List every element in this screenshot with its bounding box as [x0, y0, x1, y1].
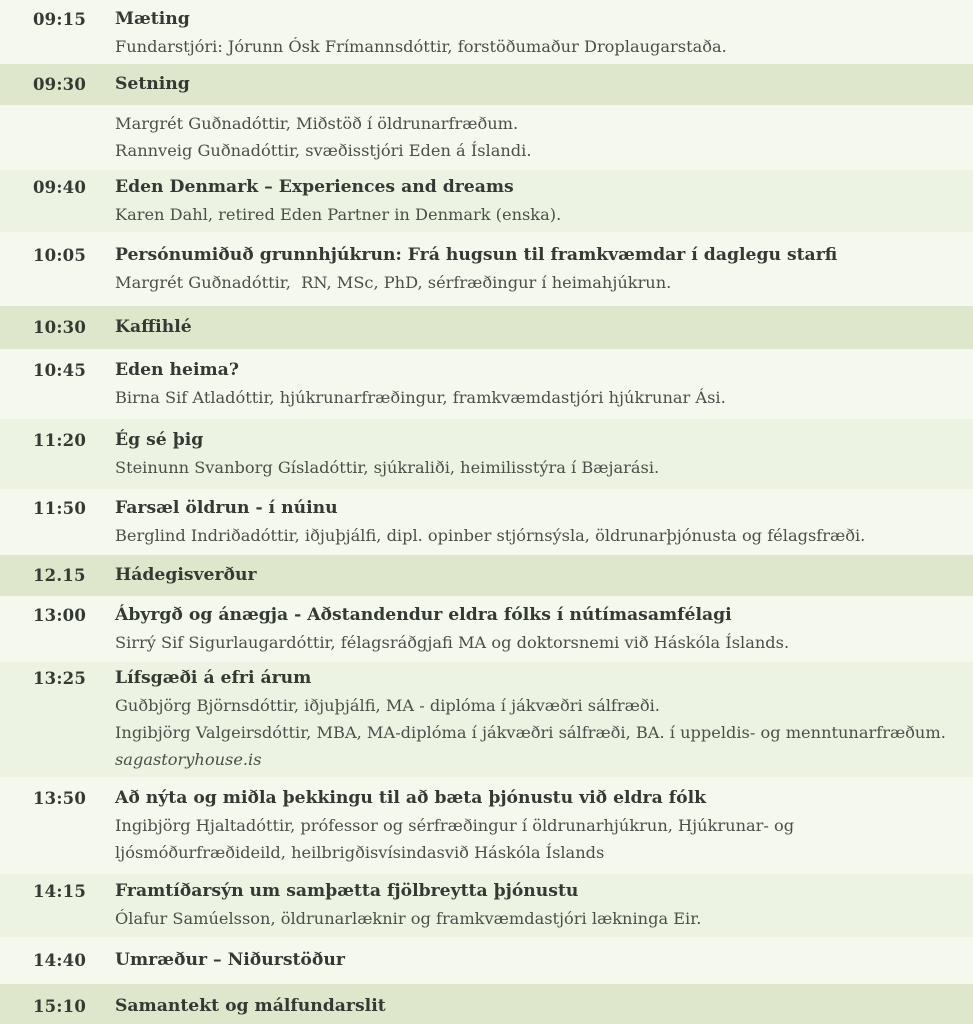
session-title: Framtíðarsýn um samþætta fjölbreytta þjónustu [115, 881, 579, 901]
time-label: 10:45 [33, 361, 87, 380]
session-title: Lífsgæði á efri árum [115, 668, 312, 688]
agenda-row [0, 170, 973, 232]
agenda-row [0, 306, 973, 349]
session-title: Að nýta og miðla þekkingu til að bæta þjónustu við eldra fólk [115, 788, 707, 808]
agenda-row [0, 105, 973, 170]
time-label: 14:40 [33, 951, 87, 970]
agenda-row [0, 419, 973, 489]
session-title: Samantekt og málfundarslit [115, 996, 386, 1016]
session-title: Farsæl öldrun - í núinu [115, 498, 338, 518]
time-label: 11:50 [33, 499, 87, 518]
session-speaker: Rannveig Guðnadóttir, svæðisstjóri Eden á Íslandi. [115, 141, 532, 160]
time-label: 10:30 [33, 318, 87, 337]
agenda-row [0, 489, 973, 555]
session-speaker: Steinunn Svanborg Gísladóttir, sjúkraliði, heimilisstýra í Bæjarási. [115, 458, 660, 477]
time-label: 11:20 [33, 431, 87, 450]
agenda-row [0, 662, 973, 777]
website-text: sagastoryhouse.is [115, 750, 262, 769]
agenda-row [0, 984, 973, 1024]
agenda-row [0, 596, 973, 662]
session-title: Ábyrgð og ánægja - Aðstandendur eldra fólks í nútímasamfélagi [115, 605, 732, 625]
time-label: 12.15 [33, 566, 86, 585]
session-speaker: Ingibjörg Hjaltadóttir, prófessor og sérfræðingur í öldrunarhjúkrun, Hjúkrunar- og [115, 816, 795, 835]
session-speaker: Karen Dahl, retired Eden Partner in Denmark (enska). [115, 205, 562, 224]
session-title: Persónumiðuð grunnhjúkrun: Frá hugsun til framkvæmdar í daglegu starfi [115, 245, 838, 265]
agenda-row [0, 937, 973, 984]
session-speaker: Ólafur Samúelsson, öldrunarlæknir og framkvæmdastjóri lækninga Eir. [115, 909, 702, 928]
session-title: Hádegisverður [115, 565, 257, 585]
agenda-row [0, 0, 973, 64]
agenda-row [0, 232, 973, 306]
time-label: 15:10 [33, 997, 87, 1016]
time-label: 09:15 [33, 10, 87, 29]
session-title: Eden Denmark – Experiences and dreams [115, 177, 514, 197]
session-speaker: Margrét Guðnadóttir, RN, MSc, PhD, sérfræðingur í heimahjúkrun. [115, 273, 672, 292]
session-title: Kaffihlé [115, 317, 192, 337]
agenda-row [0, 349, 973, 419]
session-speaker: Fundarstjóri: Jórunn Ósk Frímannsdóttir, forstöðumaður Droplaugarstaða. [115, 37, 727, 56]
agenda-row [0, 64, 973, 105]
session-title: Setning [115, 74, 190, 94]
session-speaker: Birna Sif Atladóttir, hjúkrunarfræðingur, framkvæmdastjóri hjúkrunar Ási. [115, 388, 726, 407]
session-speaker: Margrét Guðnadóttir, Miðstöð í öldrunarfræðum. [115, 114, 519, 133]
agenda-row [0, 777, 973, 874]
session-speaker: Guðbjörg Björnsdóttir, iðjuþjálfi, MA - diplóma í jákvæðri sálfræði. [115, 696, 660, 715]
session-speaker: Ingibjörg Valgeirsdóttir, MBA, MA-diplóma í jákvæðri sálfræði, BA. í uppeldis- og menntunarfræðum. [115, 723, 946, 742]
session-speaker: Berglind Indriðadóttir, iðjuþjálfi, dipl. opinber stjórnsýsla, öldrunarþjónusta og félagsfræði. [115, 526, 866, 545]
time-label: 09:30 [33, 75, 87, 94]
session-title: Mæting [115, 9, 190, 29]
time-label: 14:15 [33, 882, 87, 901]
time-label: 13:50 [33, 789, 87, 808]
time-label: 10:05 [33, 246, 87, 265]
time-label: 13:00 [33, 606, 87, 625]
agenda-row [0, 555, 973, 596]
session-title: Umræður – Niðurstöður [115, 950, 345, 970]
session-speaker: Sirrý Sif Sigurlaugardóttir, félagsráðgjafi MA og doktorsnemi við Háskóla Íslands. [115, 633, 790, 652]
agenda-row [0, 874, 973, 937]
time-label: 13:25 [33, 669, 87, 688]
session-title: Ég sé þig [115, 430, 204, 450]
time-label: 09:40 [33, 178, 87, 197]
session-title: Eden heima? [115, 360, 239, 380]
session-speaker: ljósmóðurfræðideild, heilbrigðisvísindasvið Háskóla Íslands [115, 843, 605, 862]
